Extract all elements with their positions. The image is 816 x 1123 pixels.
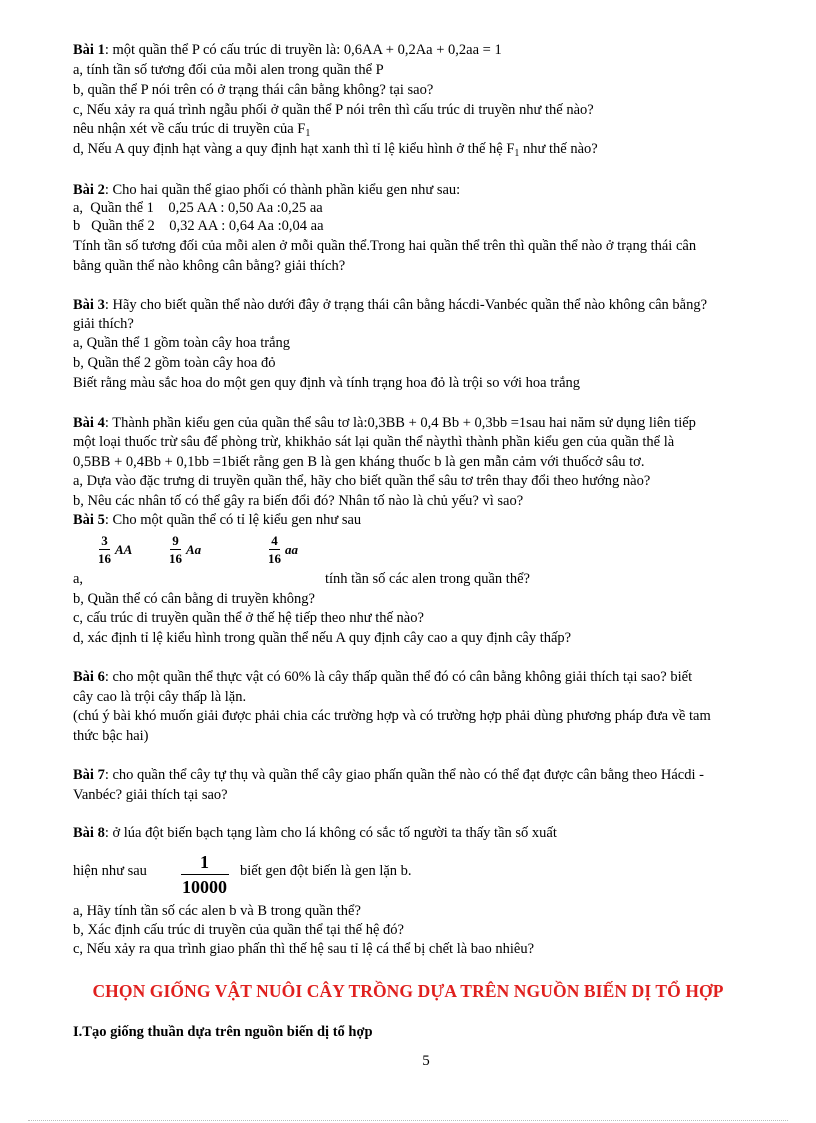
bai6-l3: (chú ý bài khó muốn giải được phải chia các trường hợp và có trường hợp phải dùng phương pháp đưa về tam [73, 708, 711, 724]
bai2-stem: Bài 2: Cho hai quần thể giao phối có thành phần kiểu gen như sau: [73, 182, 461, 198]
bai2-a: a, Quần thể 1 0,25 AA : 0,50 Aa :0,25 aa [73, 200, 323, 216]
bai3-stem2: giải thích? [73, 316, 134, 332]
bai7-l2: Vanbéc? giải thích tại sao? [73, 787, 228, 803]
bai2-q2: bằng quần thể nào không cân bằng? giải thích? [73, 258, 346, 274]
bai8-l2-pre: hiện như sau [73, 863, 147, 879]
bai5-stem: Bài 5: Cho một quần thể có tỉ lệ kiểu gen như sau [73, 512, 362, 528]
bai8-a: a, Hãy tính tần số các alen b và B trong quần thể? [73, 903, 361, 919]
bai4-b: b, Nêu các nhân tố có thể gây ra biến đổi đó? Nhân tố nào là chủ yếu? vì sao? [73, 493, 524, 509]
chapter-heading: CHỌN GIỐNG VẬT NUÔI CÂY TRỒNG DỰA TRÊN NGUỒN BIẾN DỊ TỔ HỢP [92, 981, 724, 1001]
bai4-l1: Bài 4: Thành phần kiểu gen của quần thể sâu tơ là:0,3BB + 0,4 Bb + 0,3bb =1sau hai năm sử dụng liên tiếp [73, 415, 696, 431]
bai7-l1: Bài 7: cho quần thể cây tự thụ và quần thể cây giao phấn quần thể nào có thể đạt được cân bằng theo Hácdi - [73, 767, 704, 783]
bai5-b: b, Quần thể có cân bằng di truyền không? [73, 591, 315, 607]
bai3-c: Biết rằng màu sắc hoa do một gen quy định và tính trạng hoa đỏ là trội so với hoa trắng [73, 375, 581, 391]
page-number: 5 [422, 1053, 430, 1069]
bai1-a: a, tính tần số tương đối của mỗi alen trong quần thể P [73, 62, 384, 78]
bai5-a-label: a, [73, 571, 84, 587]
bai2-b: b Quần thể 2 0,32 AA : 0,64 Aa :0,04 aa [73, 218, 324, 234]
bai1-b: b, quần thể P nói trên có ở trạng thái cân bằng không? tại sao? [73, 82, 434, 98]
genotype-fraction-aa-recessive: $\frac{4}{16}$ aa [268, 533, 298, 566]
bai6-l1: Bài 6: cho một quần thể thực vật có 60% là cây thấp quần thể đó có cân bằng không giải thích tại sao? biết [73, 669, 693, 685]
bai1-c: c, Nếu xảy ra quá trình ngẫu phối ở quần thể P nói trên thì cấu trúc di truyền như thế nào? [73, 102, 594, 118]
bai4-a: a, Dựa vào đặc trưng di truyền quần thể, hãy cho biết quần thể sâu tơ trên thay đổi theo hướng nào? [73, 473, 651, 489]
bai3-b: b, Quần thể 2 gồm toàn cây hoa đỏ [73, 355, 276, 371]
bai6-l4: thức bậc hai) [73, 728, 149, 744]
bai5-a-text: tính tần số các alen trong quần thể? [325, 571, 530, 587]
section-title: I.Tạo giống thuần dựa trên nguồn biến dị tổ hợp [73, 1024, 373, 1040]
bai4-l2: một loại thuốc trừ sâu để phòng trừ, khikhảo sát lại quần thể nàythì thành phần kiểu gen của quần thể là [73, 434, 675, 450]
bai6-l2: cây cao là trội cây thấp là lặn. [73, 689, 247, 705]
bai3-stem: Bài 3: Hãy cho biết quần thể nào dưới đây ở trạng thái cân bằng hácdi-Vanbéc quần thể nào không cân bằng? [73, 297, 708, 313]
bai8-l2-post: biết gen đột biến là gen lặn b. [240, 863, 412, 879]
bai2-q1: Tính tần số tương đối của mỗi alen ở mỗi quần thể.Trong hai quần thể trên thì quần thể nào ở trạng thái cân [73, 238, 697, 254]
bai1-stem: Bài 1: một quần thể P có cấu trúc di truyền là: 0,6AA + 0,2Aa + 0,2aa = 1 [73, 42, 502, 58]
bai1-d: d, Nếu A quy định hạt vàng a quy định hạt xanh thì tỉ lệ kiểu hình ở thế hệ $F_1$ như thế nào? [73, 141, 598, 159]
bai5-d: d, xác định tỉ lệ kiểu hình trong quần thể nếu A quy định cây cao a quy định cây thấp? [73, 630, 572, 646]
genotype-fraction-aa-dominant: $\frac{3}{16}$ AA [98, 533, 133, 566]
mutation-frequency-fraction: $\frac{1}{10000}$ [182, 852, 227, 897]
genotype-fraction-aa-hetero: $\frac{9}{16}$ Aa [169, 533, 202, 566]
page-bottom-divider [28, 1120, 788, 1121]
bai8-b: b, Xác định cấu trúc di truyền của quần thể tại thế hệ đó? [73, 922, 404, 938]
bai1-note: nêu nhận xét về cấu trúc di truyền của $F_1$ [73, 121, 311, 139]
bai4-l3: 0,5BB + 0,4Bb + 0,1bb =1biết rằng gen B là gen kháng thuốc b là gen mẫn cảm với thuốcở sâu tơ. [73, 454, 645, 470]
bai5-c: c, cấu trúc di truyền quần thể ở thế hệ tiếp theo như thế nào? [73, 610, 424, 626]
bai8-l1: Bài 8: ở lúa đột biến bạch tạng làm cho lá không có sắc tố người ta thấy tần số xuất [73, 825, 557, 841]
bai8-c: c, Nếu xảy ra qua trình giao phấn thì thế hệ sau tỉ lệ cá thể bị chết là bao nhiêu? [73, 941, 535, 957]
bai3-a: a, Quần thể 1 gồm toàn cây hoa trắng [73, 335, 291, 351]
